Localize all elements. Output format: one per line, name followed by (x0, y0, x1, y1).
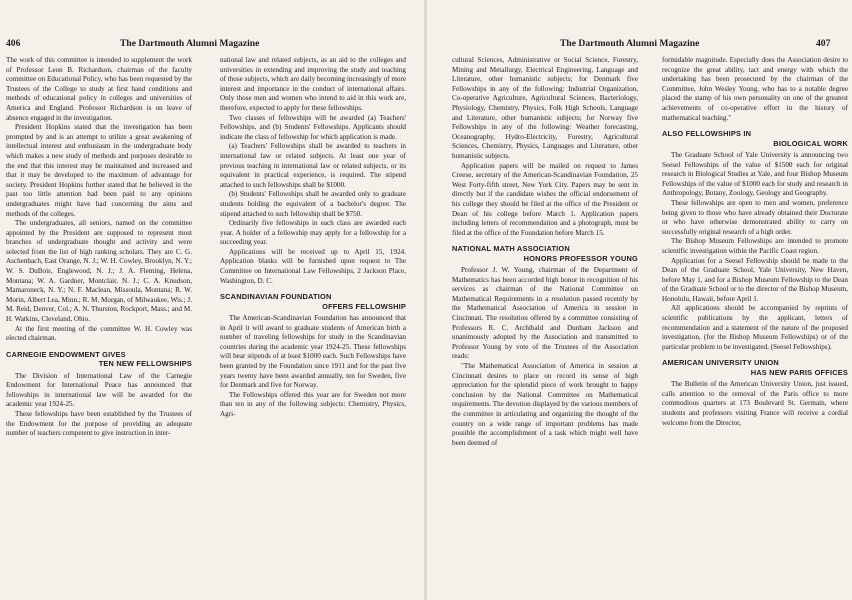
paragraph: These fellowships are open to men and women, preference being given to those who have already obtained their Doctorate or who have otherwise demonstrated ability to carry on successfully original research of a high order. (662, 198, 848, 236)
paragraph: All applications should be accompanied by reprints of scientific publications by the applicant, letters of recommendation and a statement of the nature of the proposed investigation, (for the Bishop Museum Fellowships) or of the particular problem to be investigated, (Seesel Fellowships). (662, 304, 848, 351)
running-title: The Dartmouth Alumni Magazine (560, 38, 700, 49)
paragraph: The Bulletin of the American University Union, just issued, calls attention to the removal of the Paris office to more commodious quarters at 173 Boulevard St. Germain, where students and professors visiting France will receive a cordial welcome from the Director, (662, 380, 848, 427)
paragraph: At the first meeting of the committee W. H. Cowley was elected chairman. (6, 324, 192, 343)
heading-line: BIOLOGICAL WORK (773, 138, 848, 148)
heading-line: OFFERS FELLOWSHIP (322, 301, 406, 311)
heading-line: TEN NEW FELLOWSHIPS (98, 359, 192, 369)
paragraph: Application for a Seesel Fellowship should be made to the Dean of the Graduate School, Yale University, New Haven, before May 1, and for a Bishop Museum Fellowship to the Dean of the Graduate School or to the director of the Bishop Museum, Honolulu, Hawaii, before April 1. (662, 256, 848, 303)
heading-line: AMERICAN UNIVERSITY UNION (662, 358, 779, 368)
paragraph: national law and related subjects, as an aid to the colleges and universities in extending and improving the study and teaching of those subjects, which are daily becoming increasingly of more interest and importance in the conduct of international affairs. Only those men and women who intend to aid in this work are, therefore, expected to apply for these fellowships. (220, 56, 406, 112)
paragraph: cultural Sciences, Administrative or Social Science, Forestry, Mining and Metallurgy, Electrical Engineering, Language and Literature, other humanistic subjects; for Denmark five Fellowships in any of the following: Industrial Organization, Co-operative Agriculture, Agricultural Sciences, Bacteriology, Physiology, Chemistry, Physics, Folk High Schools, Language and Literature, other humanistic subjects; for Norway five Fellowships in any of the following: Weather forecasting, Oceanography, Hydro-Electricity, Forestry, Agricultural Sciences, Chemistry, Physics, Languages and Literature, other humanistic subjects. (452, 56, 638, 160)
article-heading (662, 129, 848, 148)
heading-line: ALSO FELLOWSHIPS IN (662, 129, 752, 139)
paragraph: The undergraduates, all seniors, named on the committee appointed by the President are supposed to represent most branches of undergraduate thought and activity and were selected from the list of high ranking scholars. They are C. G. Aschenbach, East Orange, N. J.; W. H. Cowley, Brooklyn, N. Y.; W. S. DuBois, Englewood, N. J.; J. A. Fleming, Helena, Montana; W. A. Gardner, Montclair, N. J.; C. A. Knudson, Mamaroneck, N. Y.; N. F. Maclean, Missoula, Montana; R. W. Morin, Albert Lea, Minn.; R. M. Morgan, of Milwaukee, Wis.; J. M. Reid, Denver, Col.; A. N. Thurston, Rockport, Mass.; and M. H. Watkins, Cleveland, Ohio. (6, 219, 192, 324)
paragraph: The American-Scandinavian Foundation has announced that in April it will award to graduate students of American birth a number of traveling fellowships for study in the Scandinavian countries during the academic year 1924-25. These fellowships will bear stipends of at least $1000 each. Such Fellowships have been granted by the Foundation since 1911 and for the past five years twenty have been awarded annually, ten for Sweden, five for Denmark and five for Norway. (220, 314, 406, 390)
heading-line: CARNEGIE ENDOWMENT GIVES (6, 349, 126, 359)
right-page-column-1 (452, 56, 638, 448)
paragraph: Application papers will be mailed on request to James Creese, secretary of the American-Scandinavian Foundation, 25 West Forty-fifth street, New York City. Papers may be sent in directly but if the candidate wishes the official endorsement of his college they should be filed at the office of the President or Dean of his college before March 1. Application papers including letters of recommendation and a photograph, must be filed at the office of the Foundation before March 15. (452, 161, 638, 237)
heading-line: SCANDINAVIAN FOUNDATION (220, 292, 332, 302)
paragraph: The work of this committee is intended to supplement the work of Professor Leon B. Richardson, chairman of the faculty committee on Educational Policy, who has been requested by the Trustees of the College to study at first hand conditions and methods of educational policy in colleges and universities of America and England. Professor Richardson is on leave of absence engaged in the investigation. (6, 56, 192, 122)
paragraph: "The Mathematical Association of America in session at Cincinnati desires to place on record its sense of high appreciation for the splendid piece of work brought to happy conclusion by the National Committee on Mathematical requirements. The devotion displayed by the various members of the committee in articulating and organizing the thought of the country on a wide range of important problems has made possible the accomplishment of a task which might well have been deemed of (452, 362, 638, 447)
paragraph: Professor J. W. Young, chairman of the Department of Mathematics has been accorded high honor in recognition of his services as chairman of the National Committee on Mathematical Requirements in a resolution passed recently by the Mathematical Association of America in session in Cincinnati. The resolution offered by a committee consisting of Professors R. C. Archibald and Dunham Jackson and unanimously adopted by the Association and transmitted to Professor Young by vote of the Trustees of the Association reads: (452, 266, 638, 361)
paragraph: The Division of International Law of the Carnegie Endowment for International Peace has announced that fellowships in international law will be awarded for the academic year 1924-25. (6, 371, 192, 409)
paragraph: The Bishop Museum Fellowships are intended to promote scientific investigation within the Pacific Coast region. (662, 237, 848, 255)
left-page-column-1 (6, 56, 192, 439)
article-heading (662, 358, 848, 377)
paragraph: President Hopkins stated that the investigation has been prompted by and is an attempt to utilize a great awakening of intellectual interest and enthusiasm in the undergraduate body which makes a new study of methods and purposes desirable to the end that this interest may be maintained and increased and that it may be developed to the maximum of advantage for society. President Hopkins further stated that he believed in the past too little attention had been paid to any opinions undergraduates might have had concerning the aims and methods of the colleges. (6, 123, 192, 218)
article-heading (452, 244, 638, 263)
paragraph: formidable magnitude. Especially does the Association desire to recognize the great ability, tact and energy with which the undertaking has been prosecuted by the chairman of the Committee, John Wesley Young, who has to a notable degree placed the stamp of his own personality on one of the greatest achievements of co-operative effort in the history of mathematical teaching." (662, 56, 848, 122)
article-heading (220, 292, 406, 311)
heading-line: HONORS PROFESSOR YOUNG (523, 253, 638, 263)
page-number: 406 (6, 38, 21, 49)
paragraph: The Fellowships offered this year are for Sweden not more than ten in any of the following subjects: Chemistry, Physics, Agri- (220, 390, 406, 418)
page-number: 407 (816, 38, 831, 49)
paragraph: The Graduate School of Yale University is announcing two Seesel Fellowships of the value of $1500 each for original research in Biological Studies at Yale, and four Bishop Museum Fellowships of the value of $1000 each for study and research in Anthropology, Botany, Zoology, Geology and Geography. (662, 150, 848, 198)
paragraph: (a) Teachers' Fellowships shall be awarded to teachers in international law or related subjects. At least one year of previous teaching in international law or related subjects, or its equivalent in practical experience, is required. The stipend attached to such fellowships shall be $1000. (220, 142, 406, 189)
paragraph: Two classes of fellowships will be awarded (a) Teachers' Fellowships, and (b) Students' Fellowships. Applicants should indicate the class of fellowship for which application is made. (220, 113, 406, 141)
paragraph: Applications will be received up to April 15, 1924. Application blanks will be furnished upon request to The Committee on International Law Fellowships, 2 Jackson Place, Washington, D. C. (220, 247, 406, 285)
paragraph: Ordinarily five fellowships in each class are awarded each year. A holder of a fellowship may apply for a fellowship for a succeeding year. (220, 219, 406, 247)
right-page (426, 0, 852, 600)
heading-line: NATIONAL MATH ASSOCIATION (452, 244, 570, 254)
paragraph: These fellowships have been established by the Trustees of the Endowment for the purpose of providing an adequate number of teachers competent to give instruction in inter- (6, 410, 192, 438)
left-page-column-2 (220, 56, 406, 420)
right-page-column-2 (662, 56, 848, 428)
heading-line: HAS NEW PARIS OFFICES (750, 367, 848, 377)
article-heading (6, 350, 192, 369)
paragraph: (b) Students' Fellowships shall be awarded only to graduate students holding the equivalent of a bachelor's degree. The stipend attached to such fellowship shall be $750. (220, 190, 406, 218)
running-title: The Dartmouth Alumni Magazine (120, 38, 260, 49)
